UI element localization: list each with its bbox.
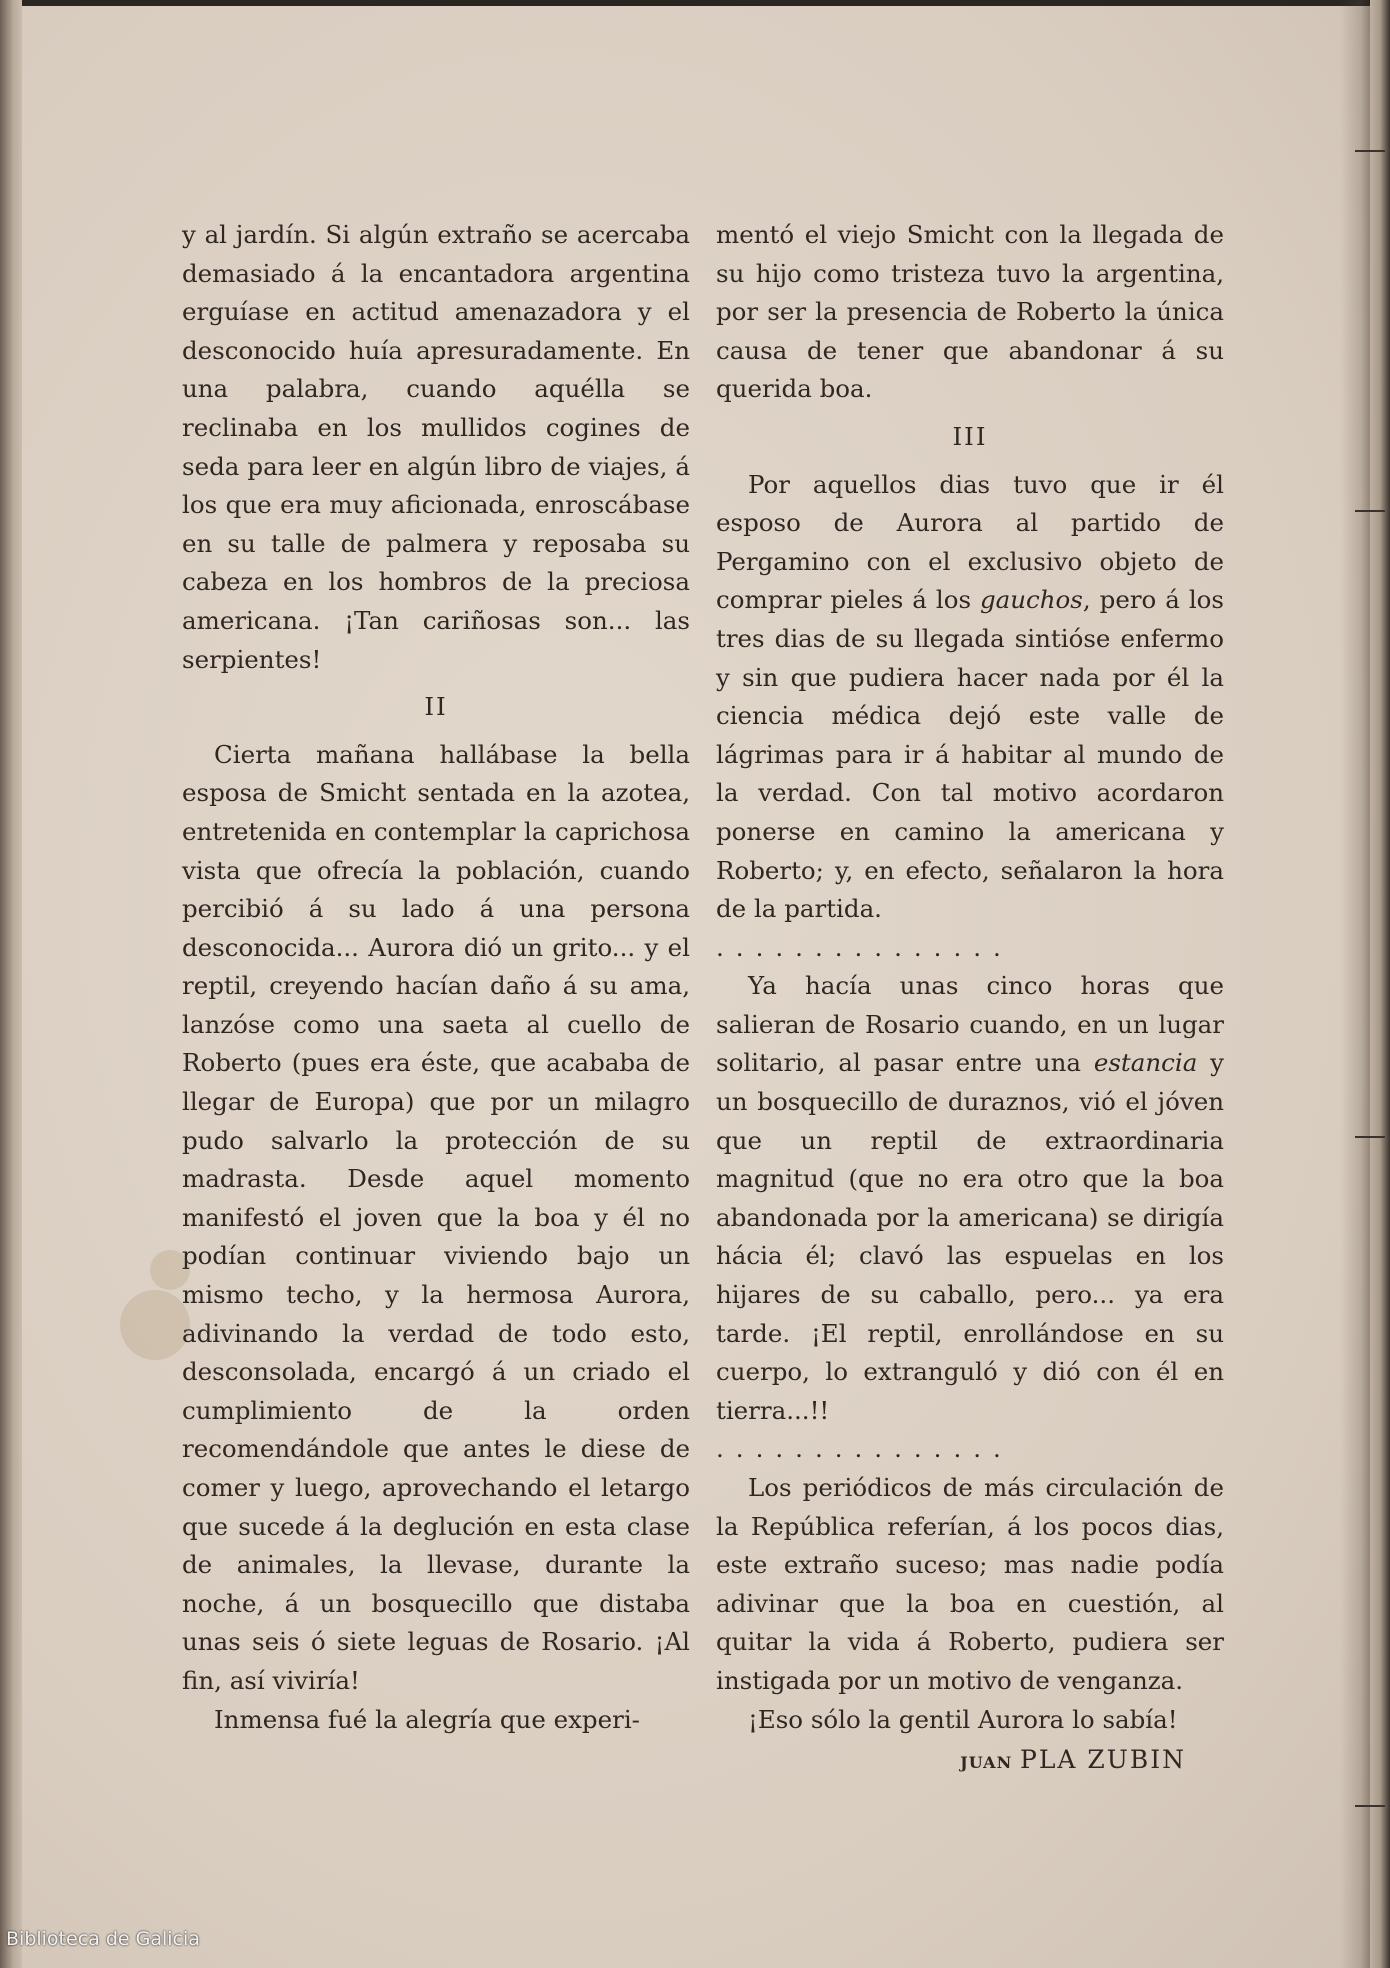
next-page-edge — [1370, 0, 1390, 1968]
paper-stain — [120, 1290, 190, 1360]
section-heading-ii: II — [424, 692, 448, 722]
stitch-mark — [1355, 1136, 1385, 1138]
dotted-separator: ............... — [716, 1434, 1013, 1464]
left-column — [182, 216, 690, 1739]
stitch-mark — [1355, 1805, 1385, 1807]
library-watermark: Biblioteca de Galicia — [6, 1928, 200, 1950]
paragraph: mentó el viejo Smicht con la llegada de su hijo como tristeza tuvo la argentina, por ser la presencia de Roberto la única causa de tener que abandonar á su querida boa. — [716, 220, 1224, 404]
paragraph: Ya hacía unas cinco horas que salieran de Rosario cuando, en un lugar solitario, al pasar entre una estancia y un bosquecillo de duraznos, vió el jóven que un reptil de extraordinaria magnitud (que no era otro que la boa abandonada por la americana) se dirigía hácia él; clavó las espuelas en los hijares de su caballo, pero... ya era tarde. ¡El reptil, enrollándose en su cuerpo, lo extranguló y dió con él en tierra...!! — [716, 971, 1224, 1425]
paragraph: Cierta mañana hallábase la bella esposa de Smicht sentada en la azotea, entretenida en contemplar la caprichosa vista que ofrecía la población, cuando percibió á su lado á una persona desconocida... Aurora dió un grito... y el reptil, creyendo hacían daño á su ama, lanzóse como una saeta al cuello de Roberto (pues era éste, que acababa de llegar de Europa) que por un milagro pudo salvarlo la protección de su madrasta. Desde aquel momento manifestó el joven que la boa y él no podían continuar viviendo bajo un mismo techo, y la hermosa Aurora, adivinando la verdad de todo esto, desconsolada, encargó á un criado el cumplimiento de la orden recomendándole que antes le diese de comer y luego, aprovechando el letargo que sucede á la deglución en esta clase de animales, la llevase, durante la noche, á un bosquecillo que distaba unas seis ó siete leguas de Rosario. ¡Al fin, así viviría! — [182, 739, 690, 1695]
paragraph: ¡Eso sólo la gentil Aurora lo sabía! — [748, 1704, 1178, 1734]
paragraph: y al jardín. Si algún extraño se acercaba demasiado á la encantadora argentina erguíase en actitud amenazadora y el desconocido huía apresuradamente. En una palabra, cuando aquélla se reclinaba en los mullidos cogines de seda para leer en algún libro de viajes, á los que era muy aficionada, enroscábase en su talle de palmera y reposaba su cabeza en los hombros de la preciosa americana. ¡Tan cariñosas son... las serpientes! — [182, 220, 690, 674]
italic-word: gauchos — [979, 585, 1083, 615]
stitch-mark — [1355, 510, 1385, 512]
paragraph: Por aquellos dias tuvo que ir él esposo de Aurora al partido de Pergamino con el exclusivo objeto de comprar pieles á los gauchos, pero á los tres dias de su llegada sintióse enfermo y sin que pudiera hacer nada por él la ciencia médica dejó este valle de lágrimas para ir á habitar al mundo de la verdad. Con tal motivo acordaron ponerse en camino la americana y Roberto; y, en efecto, señalaron la hora de la partida. — [716, 469, 1224, 924]
page-fold-shadow — [1340, 0, 1370, 1968]
author-first-name: JUAN — [960, 1753, 1013, 1773]
right-column — [716, 216, 1224, 1783]
stitch-mark — [1355, 150, 1385, 152]
italic-word: estancia — [1093, 1048, 1198, 1078]
paragraph: Inmensa fué la alegría que experi- — [214, 1704, 640, 1734]
dotted-separator: ............... — [716, 932, 1013, 962]
author-last-name: PLA ZUBIN — [1020, 1745, 1186, 1775]
page-left-edge — [0, 0, 22, 1968]
author-signature — [716, 1741, 1224, 1783]
paragraph: Los periódicos de más circulación de la República referían, á los pocos dias, este extraño suceso; mas nadie podía adivinar que la boa en cuestión, al quitar la vida á Roberto, pudiera ser instigada por un motivo de venganza. — [716, 1473, 1224, 1695]
section-heading-iii: III — [952, 421, 988, 451]
